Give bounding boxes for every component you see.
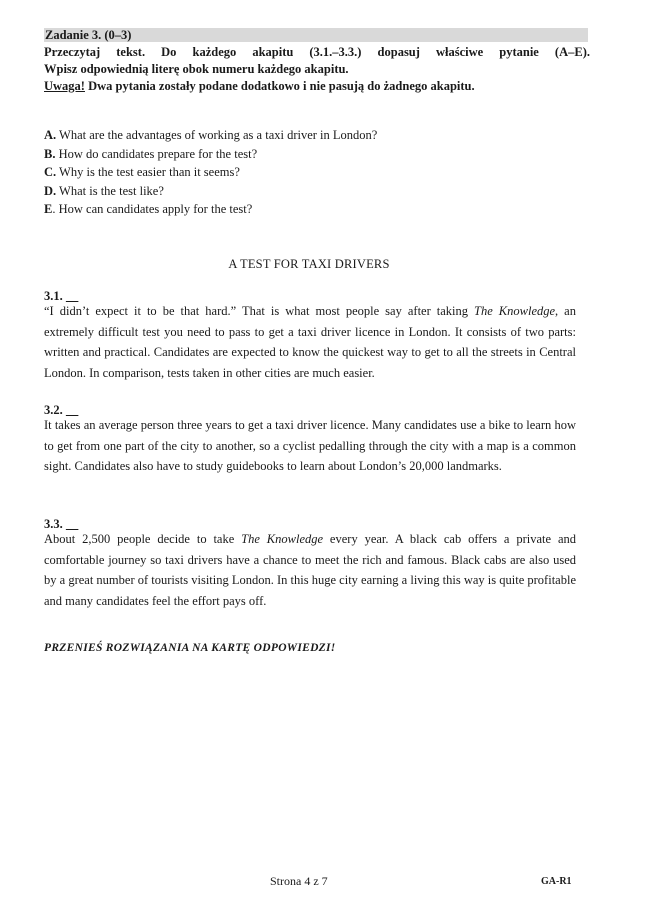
option-text: What are the advantages of working as a taxi driver in London?: [56, 128, 378, 142]
option-letter: B.: [44, 146, 56, 161]
paragraph-text: , an extremely difficult test you need to pass to get a taxi driver licence in London. It consists of two parts: written and practical. Candidates are expected to know the quickest way to get to all the streets in Central London. In comparison, tests taken in other cities are much easier.: [44, 304, 576, 380]
option-text: How do candidates prepare for the test?: [55, 146, 258, 161]
text-title: A TEST FOR TAXI DRIVERS: [228, 257, 390, 271]
section-number: 3.2.: [44, 403, 63, 417]
instruction-line-2: Wpisz odpowiednią literę obok numeru każdego akapitu.: [44, 62, 349, 76]
section-number: 3.1.: [44, 289, 63, 303]
paragraph-text: It takes an average person three years to get a taxi driver licence. Many candidates use a bike to learn how to get from one part of the city to another, so a cyclist pedalling through the city with a map is a common sight. Candidates also have to study guidebooks to learn about London’s 20,000 landmarks.: [44, 418, 576, 473]
paragraph-text: “I didn’t expect it to be that hard.” That is what most people say after taking: [44, 304, 475, 318]
option-letter: C.: [44, 165, 57, 180]
option-e: [44, 200, 377, 219]
section-3-3-paragraph: [44, 529, 576, 611]
option-letter: D.: [44, 183, 57, 198]
paragraph-italic: The Knowledge: [474, 304, 556, 318]
section-3-2-paragraph: [44, 415, 576, 477]
transfer-answers-note: PRZENIEŚ ROZWIĄZANIA NA KARTĘ ODPOWIEDZI!: [44, 642, 336, 654]
option-c: [44, 163, 377, 182]
note-text: Dwa pytania zostały podane dodatkowo i nie pasują do żadnego akapitu.: [84, 79, 475, 93]
paragraph-italic: The Knowledge: [241, 532, 324, 546]
page-number: Strona 4 z 7: [270, 874, 328, 888]
exam-code: GA-R1: [541, 876, 572, 887]
option-text: Why is the test easier than it seems?: [56, 165, 240, 180]
instruction-line-1: Przeczytaj tekst. Do każdego akapitu (3.1.–3.3.) dopasuj właściwe pytanie (A–E).: [44, 45, 590, 59]
section-3-1-paragraph: [44, 301, 576, 383]
section-number: 3.3.: [44, 517, 63, 531]
question-options: [44, 126, 377, 219]
task-header: Zadanie 3. (0–3): [44, 28, 588, 42]
option-d: [44, 182, 377, 201]
note-label: Uwaga!: [44, 79, 85, 93]
option-a: [44, 126, 377, 145]
option-letter: E: [44, 202, 53, 217]
instruction-note: [44, 78, 590, 95]
option-b: [44, 145, 377, 164]
option-letter: A.: [44, 128, 57, 142]
paragraph-text: every year. A black cab offers a private and comfortable journey so taxi drivers have a chance to meet the rich and famous. Black cabs are also used by a great number of tourists visiting London. In this huge city earning a living this way is quite profitable and many candidates feel the effort pays off.: [44, 532, 576, 608]
option-text: What is the test like?: [56, 183, 164, 198]
paragraph-text: About 2,500 people decide to take: [44, 532, 242, 546]
option-text: . How can candidates apply for the test?: [52, 202, 253, 217]
